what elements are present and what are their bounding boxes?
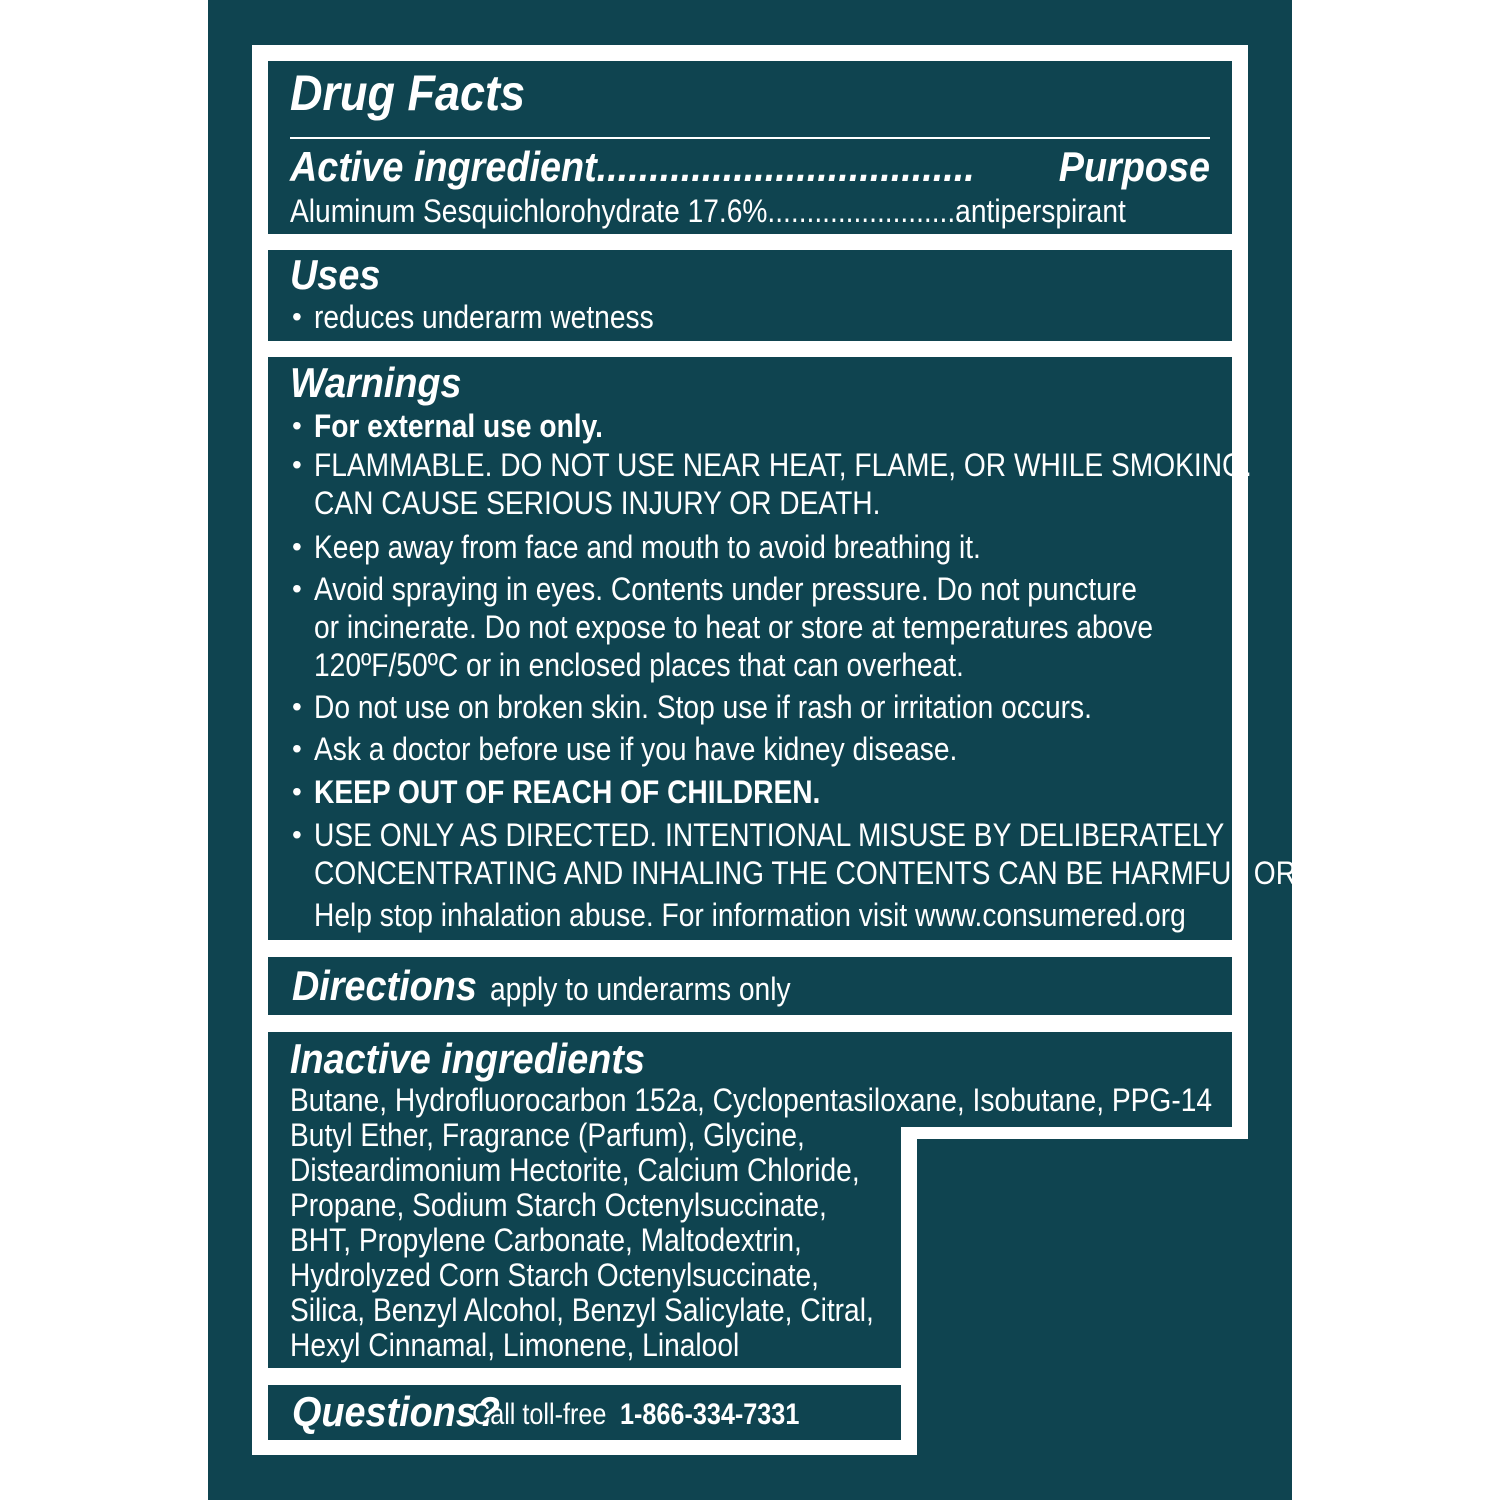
- inactive-ingredient-line: Butyl Ether, Fragrance (Parfum), Glycine,: [290, 1117, 805, 1153]
- warning-line: Avoid spraying in eyes. Contents under pressure. Do not puncture: [314, 571, 1137, 607]
- directions-panel: [268, 957, 1232, 1015]
- warning-line: Keep away from face and mouth to avoid breathing it.: [314, 529, 981, 565]
- bullet-icon: •: [292, 410, 302, 441]
- uses-heading: Uses: [290, 251, 381, 298]
- active-ingredient-panel: [268, 61, 1232, 234]
- bullet-icon: •: [292, 733, 302, 764]
- drug-facts-title: Drug Facts: [290, 65, 526, 121]
- bullet-icon: •: [292, 449, 302, 480]
- leader-dots: ....................................: [596, 143, 975, 190]
- uses-item: reduces underarm wetness: [314, 299, 654, 335]
- active-ingredient-heading: Active ingredient....................................: [290, 143, 975, 190]
- inactive-ingredient-line: Hydrolyzed Corn Starch Octenylsuccinate,: [290, 1257, 820, 1293]
- warning-line: KEEP OUT OF REACH OF CHILDREN.: [314, 774, 821, 810]
- inactive-ingredients-heading: Inactive ingredients: [290, 1035, 646, 1082]
- uses-panel: [268, 250, 1232, 341]
- bullet-icon: •: [292, 691, 302, 722]
- bullet-icon: •: [292, 776, 302, 807]
- warnings-panel: [268, 357, 1394, 940]
- title-divider: [290, 137, 1210, 139]
- warning-line: Ask a doctor before use if you have kidney disease.: [314, 731, 958, 767]
- inactive-ingredient-line: Butane, Hydrofluorocarbon 152a, Cyclopentasiloxane, Isobutane, PPG-14: [290, 1082, 1213, 1118]
- active-ingredient-line: Aluminum Sesquichlorohydrate 17.6%........................antiperspirant: [290, 193, 1126, 229]
- purpose-heading: Purpose: [1058, 143, 1210, 190]
- warning-line: For external use only.: [314, 408, 603, 444]
- warning-line: or incinerate. Do not expose to heat or store at temperatures above: [314, 609, 1154, 645]
- questions-panel: [268, 1385, 901, 1440]
- warning-line: CAN CAUSE SERIOUS INJURY OR DEATH.: [314, 485, 881, 521]
- bullet-icon: •: [292, 531, 302, 562]
- bullet-icon: •: [292, 819, 302, 850]
- warning-line: Do not use on broken skin. Stop use if rash or irritation occurs.: [314, 689, 1092, 725]
- warning-line: CONCENTRATING AND INHALING THE CONTENTS CAN BE HARMFUL OR FATAL.: [314, 855, 1394, 891]
- inactive-ingredient-line: Hexyl Cinnamal, Limonene, Linalool: [290, 1327, 740, 1363]
- warning-line: 120ºF/50ºC or in enclosed places that can overheat.: [314, 647, 964, 683]
- inactive-ingredients-panel: [268, 1032, 1232, 1368]
- bullet-icon: •: [292, 573, 302, 604]
- warnings-heading: Warnings: [290, 359, 462, 406]
- questions-heading: Questions?: [292, 1388, 500, 1435]
- warning-line: FLAMMABLE. DO NOT USE NEAR HEAT, FLAME, OR WHILE SMOKING.: [314, 447, 1252, 483]
- directions-text: apply to underarms only: [490, 971, 791, 1007]
- directions-heading: Directions: [292, 962, 477, 1009]
- inactive-ingredient-line: Silica, Benzyl Alcohol, Benzyl Salicylate, Citral,: [290, 1292, 874, 1328]
- bullet-icon: •: [292, 301, 302, 332]
- inactive-ingredient-line: Disteardimonium Hectorite, Calcium Chloride,: [290, 1152, 860, 1188]
- questions-text: Call toll-free: [472, 1398, 607, 1431]
- inactive-ingredient-line: Propane, Sodium Starch Octenylsuccinate,: [290, 1187, 827, 1223]
- inactive-ingredient-line: BHT, Propylene Carbonate, Maltodextrin,: [290, 1222, 802, 1258]
- questions-phone: 1-866-334-7331: [620, 1398, 800, 1431]
- warning-line: USE ONLY AS DIRECTED. INTENTIONAL MISUSE BY DELIBERATELY: [314, 817, 1225, 853]
- warning-line: Help stop inhalation abuse. For information visit www.consumered.org: [314, 897, 1186, 933]
